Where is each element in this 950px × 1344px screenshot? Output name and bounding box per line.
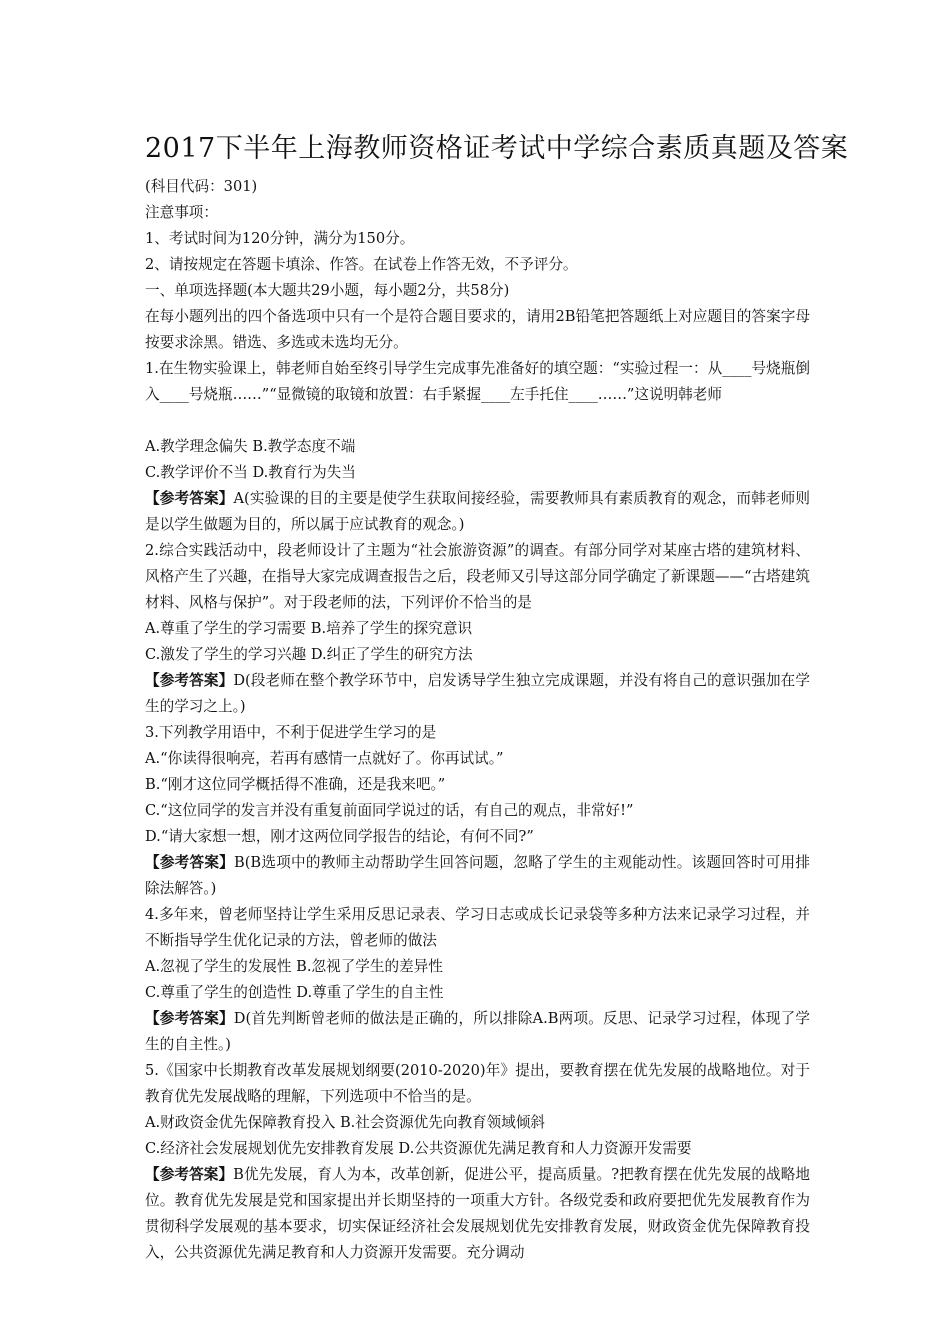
line-text: B优先发展，育人为本，改革创新，促进公平，提高质量。?把教育摆在优先发展的战略地位。教育优先发展是党和国家提出并长期坚持的一项重大方针。各级党委和政府要把优先发展教育作为贯彻科学发展观的基本要求，切实保证经济社会发展规划优先安排教育发展，财政资金优先保障教育投入，公共资源优先满足教育和人力资源开发需要。充分调动: [145, 1166, 810, 1261]
line-text: C.“这位同学的发言并没有重复前面同学说过的话，有自己的观点，非常好!”: [145, 802, 634, 819]
text-line: [145, 1110, 810, 1136]
line-text: 在每小题列出的四个备选项中只有一个是符合题目要求的，请用2B铅笔把答题纸上对应题目的答案字母按要求涂黑。错选、多选或未选均无分。: [145, 308, 810, 351]
line-text: B(B选项中的教师主动帮助学生回答问题，忽略了学生的主观能动性。该题回答时可用排除法解答。): [145, 854, 810, 897]
text-line: [145, 356, 810, 434]
text-line: [145, 200, 810, 226]
text-line: [145, 434, 810, 460]
line-text: 一、单项选择题(本大题共29小题，每小题2分，共58分): [145, 282, 510, 299]
text-line: [145, 616, 810, 642]
text-line: [145, 1058, 810, 1110]
line-text: 2.综合实践活动中，段老师设计了主题为“社会旅游资源”的调查。有部分同学对某座古塔的建筑材料、风格产生了兴趣，在指导大家完成调查报告之后，段老师又引导这部分同学确定了新课题——“古塔建筑材料、风格与保护”。对于段老师的法，下列评价不恰当的是: [145, 542, 810, 611]
line-text: A.尊重了学生的学习需要 B.培养了学生的探究意识: [145, 620, 473, 637]
line-text: 3.下列教学用语中，不利于促进学生学习的是: [145, 724, 437, 741]
text-line: [145, 720, 810, 746]
document-title: 2017下半年上海教师资格证考试中学综合素质真题及答案: [145, 133, 849, 164]
answer-paragraph: [145, 1006, 810, 1058]
text-line: [145, 772, 810, 798]
text-line: [145, 252, 810, 278]
answer-label: 【参考答案】: [145, 854, 234, 871]
text-line: [145, 460, 810, 486]
line-text: 1、考试时间为120分钟，满分为150分。: [145, 230, 415, 247]
text-line: [145, 980, 810, 1006]
text-line: [145, 174, 810, 200]
text-line: [145, 1136, 810, 1162]
text-line: [145, 226, 810, 252]
line-text: A.财政资金优先保障教育投入 B.社会资源优先向教育领域倾斜: [145, 1114, 546, 1131]
line-text: 4.多年来，曾老师坚持让学生采用反思记录表、学习日志或成长记录袋等多种方法来记录学习过程，并不断指导学生优化记录的方法，曾老师的做法: [145, 906, 810, 949]
line-text: C.教学评价不当 D.教育行为失当: [145, 464, 356, 481]
line-text: 2、请按规定在答题卡填涂、作答。在试卷上作答无效，不予评分。: [145, 256, 578, 273]
answer-label: 【参考答案】: [145, 672, 234, 689]
answer-label: 【参考答案】: [145, 1010, 234, 1027]
line-text: C.尊重了学生的创造性 D.尊重了学生的自主性: [145, 984, 444, 1001]
line-text: 5.《国家中长期教育改革发展规划纲要(2010-2020)年》提出，要教育摆在优先发展的战略地位。对于教育优先发展战略的理解，下列选项中不恰当的是。: [145, 1062, 810, 1105]
line-text: A(实验课的目的主要是使学生获取间接经验，需要教师具有素质教育的观念，而韩老师则是以学生做题为目的，所以属于应试教育的观念。): [145, 490, 810, 533]
line-text: A.教学理念偏失 B.教学态度不端: [145, 438, 356, 455]
answer-label: 【参考答案】: [145, 490, 234, 507]
line-text: C.激发了学生的学习兴趣 D.纠正了学生的研究方法: [145, 646, 473, 663]
text-line: [145, 954, 810, 980]
text-line: [145, 798, 810, 824]
answer-paragraph: [145, 850, 810, 902]
answer-paragraph: [145, 1162, 810, 1266]
answer-paragraph: [145, 668, 810, 720]
line-text: 1.在生物实验课上，韩老师自始至终引导学生完成事先准备好的填空题：“实验过程一：从____号烧瓶倒入____号烧瓶……”“显微镜的取镜和放置：右手紧握____左手托住____……”这说明韩老师: [145, 360, 810, 403]
line-text: C.经济社会发展规划优先安排教育发展 D.公共资源优先满足教育和人力资源开发需要: [145, 1140, 692, 1157]
line-text: D(段老师在整个教学环节中，启发诱导学生独立完成课题，并没有将自己的意识强加在学生的学习之上。): [145, 672, 810, 715]
line-text: A.“你读得很响亮，若再有感情一点就好了。你再试试。”: [145, 750, 504, 767]
answer-paragraph: [145, 486, 810, 538]
line-text: (科目代码：301): [145, 178, 258, 195]
line-text: A.忽视了学生的发展性 B.忽视了学生的差异性: [145, 958, 443, 975]
text-line: [145, 902, 810, 954]
text-line: [145, 304, 810, 356]
line-text: D(首先判断曾老师的做法是正确的，所以排除A.B两项。反思、记录学习过程，体现了学生的自主性。): [145, 1010, 810, 1053]
document-body: [145, 174, 810, 1266]
text-line: [145, 824, 810, 850]
text-line: [145, 538, 810, 616]
answer-label: 【参考答案】: [145, 1166, 234, 1183]
line-text: 注意事项：: [145, 204, 218, 221]
line-text: D.“请大家想一想，刚才这两位同学报告的结论，有何不同?”: [145, 828, 534, 845]
line-text: B.“刚才这位同学概括得不准确，还是我来吧。”: [145, 776, 446, 793]
text-line: [145, 278, 810, 304]
text-line: [145, 642, 810, 668]
text-line: [145, 746, 810, 772]
